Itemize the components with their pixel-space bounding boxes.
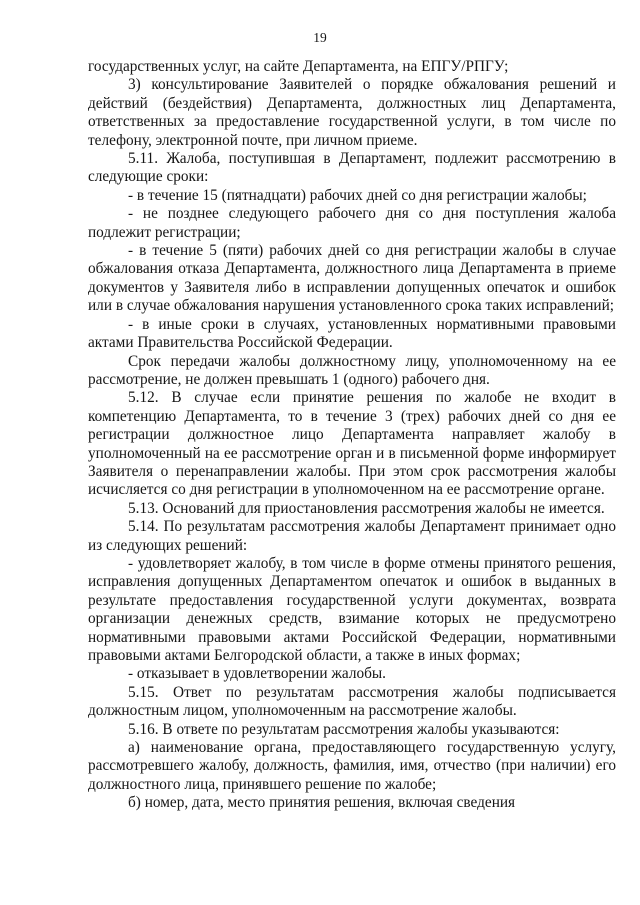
list-item-other-terms: - в иные сроки в случаях, установленных нормативными правовыми актами Правительства Российской Федерации. xyxy=(88,315,616,352)
paragraph-5-12: 5.12. В случае если принятие решения по жалобе не входит в компетенцию Департамента, то в течение 3 (трех) рабочих дней со дня ее регистрации должностное лицо Департамента направляет жалобу в уполномоченный на ее рассмотрение орган и в письменной форме информирует Заявителя о перенаправлении жалобы. При этом срок рассмотрения жалобы исчисляется со дня регистрации в уполномоченном на ее рассмотрение органе. xyxy=(88,389,616,499)
paragraph-continuation: государственных услуг, на сайте Департамента, на ЕПГУ/РПГУ; xyxy=(88,58,509,75)
paragraph-5-13: 5.13. Оснований для приостановления рассмотрения жалобы не имеется. xyxy=(128,499,605,517)
paragraph-5-16: 5.16. В ответе по результатам рассмотрения жалобы указываются: xyxy=(128,720,560,738)
paragraph-5-14: 5.14. По результатам рассмотрения жалобы Департамент принимает одно из следующих решений: xyxy=(88,518,616,554)
paragraph-5-11: 5.11. Жалоба, поступившая в Департамент, подлежит рассмотрению в следующие сроки: xyxy=(88,150,616,186)
list-item-refuse-complaint: - отказывает в удовлетворении жалобы. xyxy=(128,665,387,683)
list-item-b-decision-details: б) номер, дата, место принятия решения, включая сведения xyxy=(128,794,516,812)
paragraph-item-3-consulting: 3) консультирование Заявителей о порядке обжалования решений и действий (бездействия) Департамента, должностных лиц Департамента, ответственных за предоставление государственной услуги, в том числе по телефону, электронной почте, при личном приеме. xyxy=(88,76,616,149)
paragraph-5-15: 5.15. Ответ по результатам рассмотрения жалобы подписывается должностным лицом, уполномоченным на рассмотрение жалобы. xyxy=(88,683,616,720)
list-item-term-5-days: - в течение 5 (пяти) рабочих дней со дня регистрации жалобы в случае обжалования отказа Департамента, должностного лица Департамента в приеме документов у Заявителя либо в исправлении допущенных опечаток и ошибок или в случае обжалования нарушения установленного срока таких исправлений; xyxy=(88,242,616,315)
page-number: 19 xyxy=(313,30,327,45)
document-body xyxy=(88,58,616,813)
paragraph-transfer-term: Срок передачи жалобы должностному лицу, уполномоченному на ее рассмотрение, не должен превышать 1 (одного) рабочего дня. xyxy=(88,352,616,388)
list-item-a-authority-name: а) наименование органа, предоставляющего государственную услугу, рассмотревшего жалобу, должность, фамилия, имя, отчество (при наличии) его должностного лица, принявшего решение по жалобе; xyxy=(88,739,616,793)
list-item-term-15-days: - в течение 15 (пятнадцати) рабочих дней со дня регистрации жалобы; xyxy=(128,186,587,204)
list-item-satisfy-complaint: - удовлетворяет жалобу, в том числе в форме отмены принятого решения, исправления допущенных Департаментом опечаток и ошибок в выданных в результате предоставления государственной услуги документах, возврата организации денежных средств, взимание которых не предусмотрено нормативными правовыми актами Российской Федерации, нормативными правовыми актами Белгородской области, а также в иных формах; xyxy=(88,554,616,664)
list-item-next-working-day: - не позднее следующего рабочего дня со дня поступления жалоба подлежит регистрации; xyxy=(88,205,616,241)
